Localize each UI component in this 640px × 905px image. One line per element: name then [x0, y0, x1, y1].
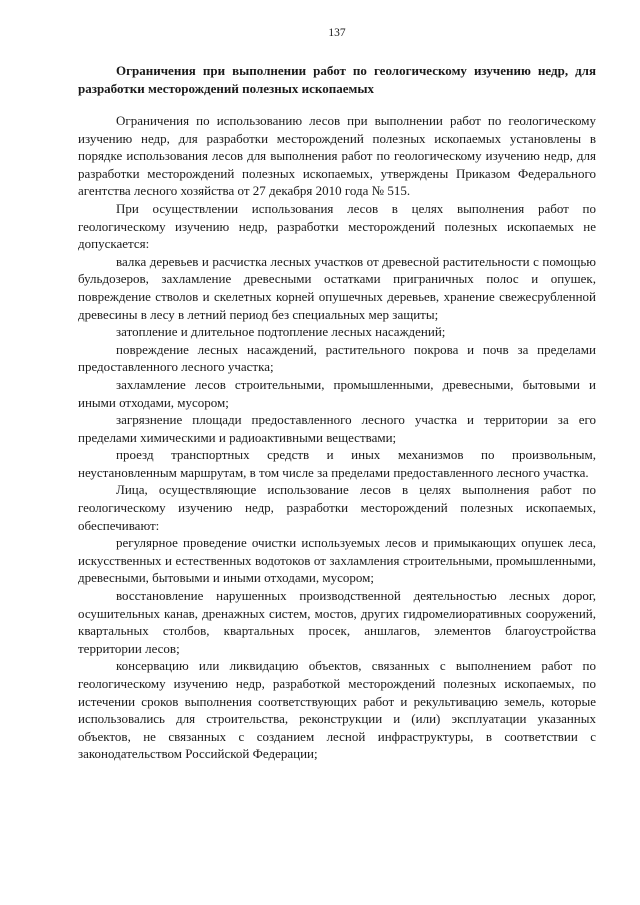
paragraph-8: проезд транспортных средств и иных механизмов по произвольным, неустановленным маршрутам, в том числе за пределами предоставленного лесного участка. [78, 447, 596, 480]
section-title: Ограничения при выполнении работ по геологическому изучению недр, для разработки месторождений полезных ископаемых [78, 63, 596, 96]
paragraph-9: Лица, осуществляющие использование лесов в целях выполнения работ по геологическому изучению недр, разработки месторождений полезных ископаемых, обеспечивают: [78, 482, 596, 533]
page-number: 137 [328, 27, 346, 39]
paragraph-4: затопление и длительное подтопление лесных насаждений; [116, 324, 446, 340]
body-text [78, 112, 596, 763]
document-page [78, 0, 596, 905]
paragraph-11: восстановление нарушенных производственной деятельностью лесных дорог, осушительных канав, дренажных систем, мостов, других гидромелиоративных сооружений, квартальных столбов, квартальных просек, аншлагов, элементов благоустройства территории лесов; [78, 588, 596, 656]
paragraph-5: повреждение лесных насаждений, растительного покрова и почв за пределами предоставленного лесного участка; [78, 341, 596, 375]
paragraph-3: валка деревьев и расчистка лесных участков от древесной растительности с помощью бульдозеров, захламление древесными остатками приграничных полос и опушек, повреждение стволов и скелетных корней опушечных деревьев, хранение свежесрубленной древесины в лесу в летний период без специальных мер защиты; [78, 253, 596, 322]
paragraph-6: захламление лесов строительными, промышленными, древесными, бытовыми и иными отходами, мусором; [78, 376, 596, 410]
paragraph-7: загрязнение площади предоставленного лесного участка и территории за его пределами химическими и радиоактивными веществами; [78, 412, 596, 445]
paragraph-2: При осуществлении использования лесов в целях выполнения работ по геологическому изучению недр, разработки месторождений полезных ископаемых не допускается: [78, 200, 596, 252]
paragraph-1: Ограничения по использованию лесов при выполнении работ по геологическому изучению недр, для разработки месторождений полезных ископаемых установлены в порядке использования лесов для выполнения работ по геологическому изучению недр, для разработки месторождений полезных ископаемых, утверждены Приказом Федерального агентства лесного хозяйства от 27 декабря 2010 года № 515. [78, 113, 596, 199]
paragraph-12: консервацию или ликвидацию объектов, связанных с выполнением работ по геологическому изучению недр, разработкой месторождений полезных ископаемых, по истечении сроков выполнения соответствующих работ и рекультивацию земель, которые использовались для строительства, реконструкции и (или) эксплуатации указанных объектов, не связанных с созданием лесной инфраструктуры, в соответствии с законодательством Российской Федерации; [78, 658, 596, 762]
paragraph-10: регулярное проведение очистки используемых лесов и примыкающих опушек леса, искусственных и естественных водотоков от захламления строительными, промышленными, древесными, бытовыми и иными отходами, мусором; [78, 535, 596, 586]
